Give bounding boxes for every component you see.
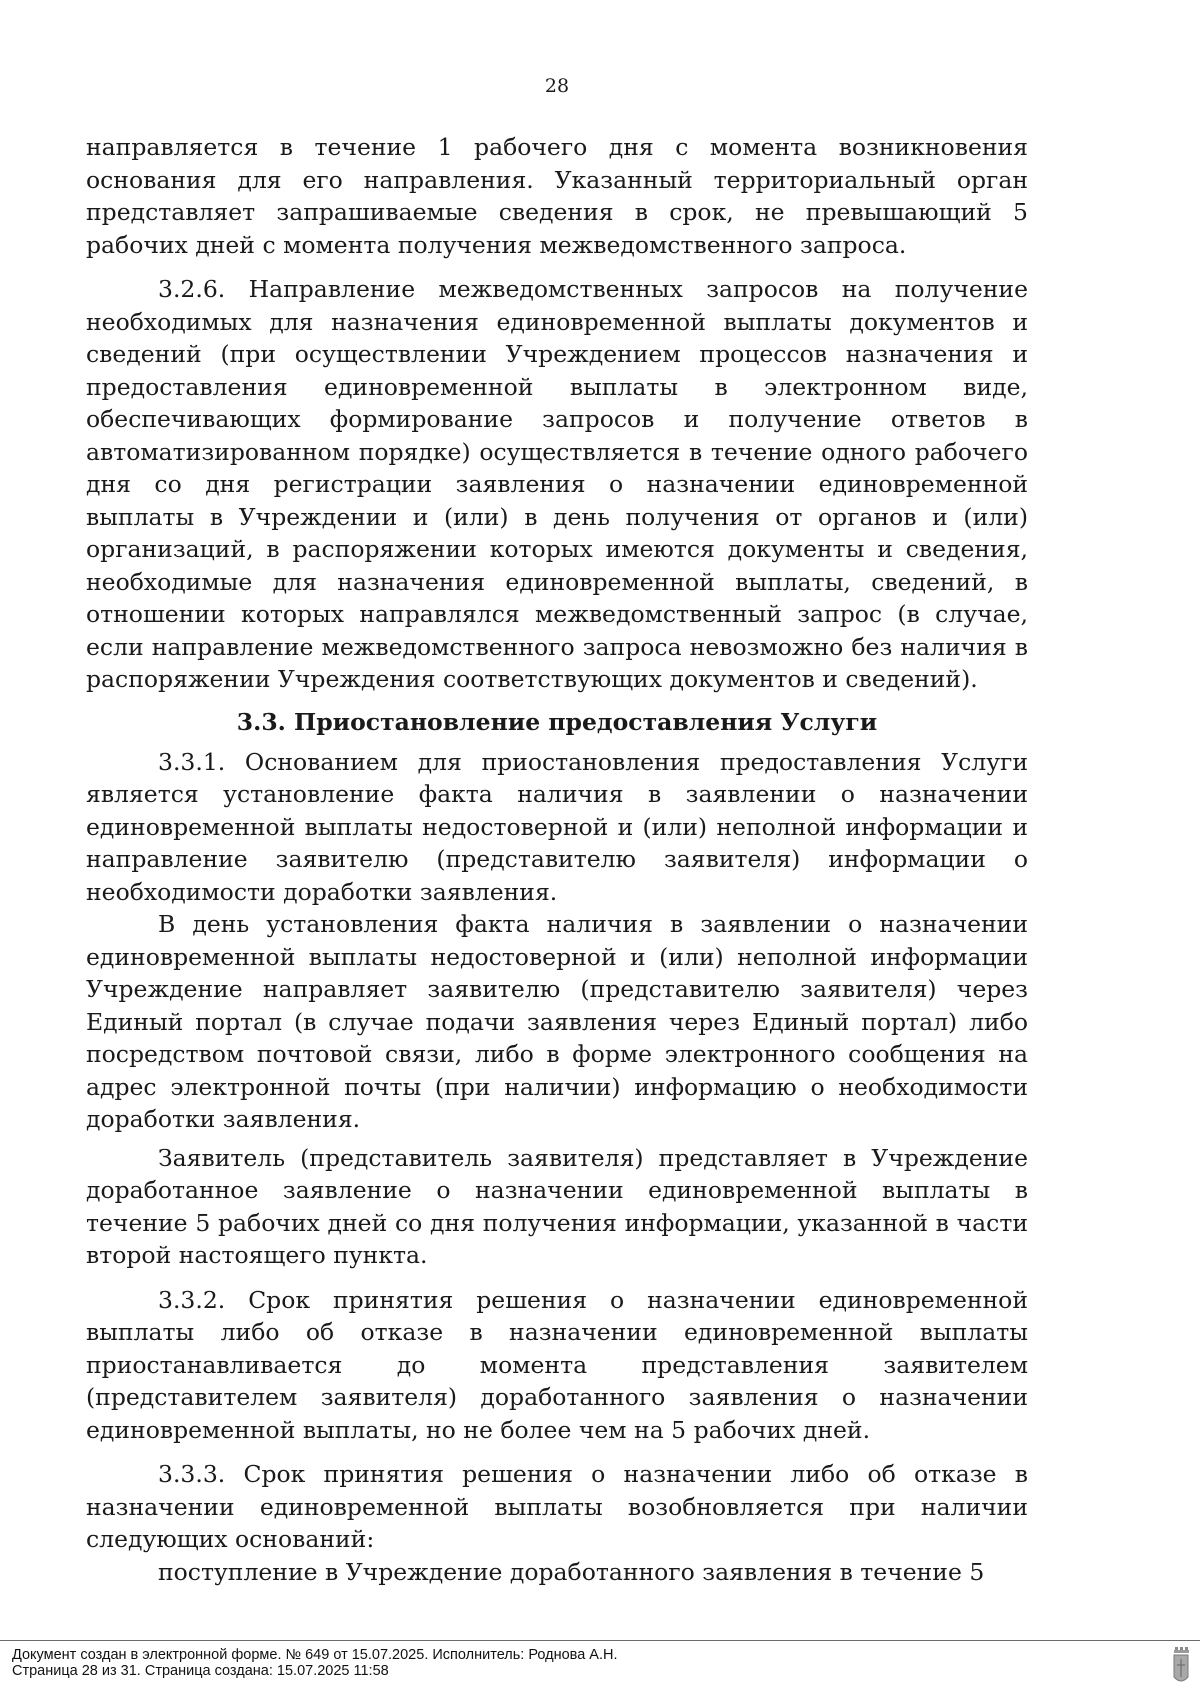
footer-document-info: Документ создан в электронной форме. № 649 от 15.07.2025. Исполнитель: Роднова А.Н. [12,1647,618,1663]
paragraph-3-2-6: 3.2.6. Направление межведомственных запросов на получение необходимых для назначения единовременной выплаты документов и сведений (при осуществлении Учреждением процессов назначения и предоставления единовременной выплаты в электронном виде, обеспечивающих формирование запросов и получение ответов в автоматизированном порядке) осуществляется в течение одного рабочего дня со дня регистрации заявления о назначении единовременной выплаты в Учреждении и (или) в день получения от органов и (или) организаций, в распоряжении которых имеются документы и сведения, необходимые для назначения единовременной выплаты, сведений, в отношении которых направлялся межведомственный запрос (в случае, если направление межведомственного запроса невозможно без наличия в распоряжении Учреждения соответствующих документов и сведений). [86,275,1028,693]
paragraph-3-3-2: 3.3.2. Срок принятия решения о назначении единовременной выплаты либо об отказе в назначении единовременной выплаты приостанавливается до момента представления заявителем (представителем заявителя) доработанного заявления о назначении единовременной выплаты, но не более чем на 5 рабочих дней. [86,1285,1028,1444]
paragraph-3-3-1: 3.3.1. Основанием для приостановления предоставления Услуги является установление факта наличия в заявлении о назначении единовременной выплаты недостоверной и (или) неполной информации и направление заявителю (представителю заявителя) информации о необходимости доработки заявления. [86,747,1028,906]
footer-page-info: Страница 28 из 31. Страница создана: 15.07.2025 11:58 [12,1663,389,1679]
document-footer [12,1647,618,1679]
paragraph-resumption-basis: поступление в Учреждение доработанного заявления в течение 5 [158,1557,985,1586]
section-heading-3-3: 3.3. Приостановление предоставления Услуги [236,707,878,736]
page-number: 28 [544,75,570,97]
document-body [86,131,1028,1588]
paragraph-continuation: направляется в течение 1 рабочего дня с момента возникновения основания для его направления. Указанный территориальный орган представляет запрашиваемые сведения в срок, не превышающий 5 рабочих дней с момента получения межведомственного запроса. [86,133,1028,259]
footer-divider [0,1640,1200,1641]
coat-of-arms-icon [1172,1647,1190,1687]
paragraph-3-3-3: 3.3.3. Срок принятия решения о назначении либо об отказе в назначении единовременной выплаты возобновляется при наличии следующих оснований: [86,1460,1028,1553]
paragraph-notification: В день установления факта наличия в заявлении о назначении единовременной выплаты недостоверной и (или) неполной информации Учреждение направляет заявителю (представителю заявителя) через Единый портал (в случае подачи заявления через Единый портал) либо посредством почтовой связи, либо в форме электронного сообщения на адрес электронной почты (при наличии) информацию о необходимости доработки заявления. [86,910,1028,1133]
paragraph-applicant-submission: Заявитель (представитель заявителя) представляет в Учреждение доработанное заявление о назначении единовременной выплаты в течение 5 рабочих дней со дня получения информации, указанной в части второй настоящего пункта. [86,1143,1028,1269]
